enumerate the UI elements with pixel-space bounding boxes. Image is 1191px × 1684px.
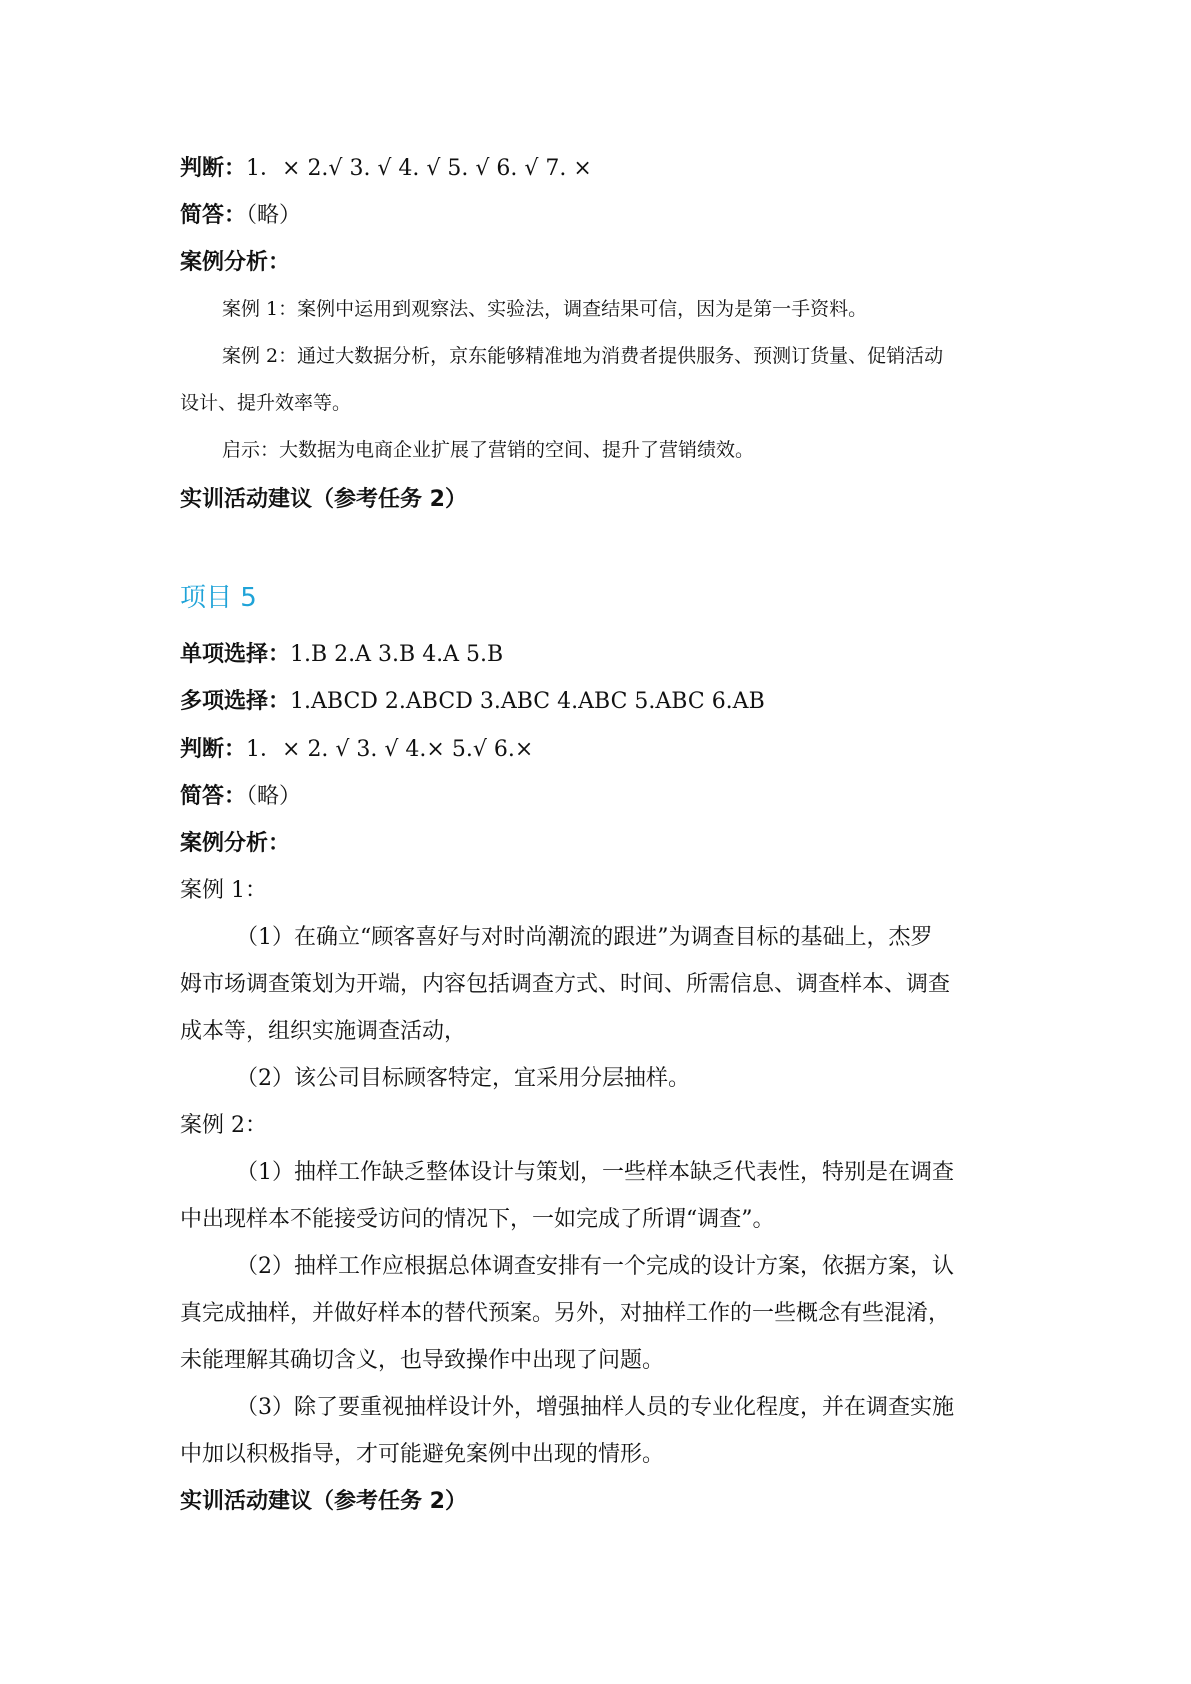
judge-answers-5 bbox=[180, 739, 533, 761]
case2-text-4-line2: 设计、提升效率等。 bbox=[180, 392, 352, 414]
short-answers-4 bbox=[180, 205, 301, 227]
single-choice-label: 单项选择： bbox=[180, 642, 291, 667]
case2-para2-line3: 未能理解其确切含义，也导致操作中出现了问题。 bbox=[180, 1348, 665, 1373]
training-suggestion-4: 实训活动建议（参考任务 2） bbox=[180, 487, 467, 512]
case1-text-4: 案例 1：案例中运用到观察法、实验法，调查结果可信，因为是第一手资料。 bbox=[222, 298, 868, 320]
short-answers-5 bbox=[180, 786, 301, 808]
case2-text-4-line1: 案例 2：通过大数据分析，京东能够精准地为消费者提供服务、预测订货量、促销活动 bbox=[222, 345, 944, 367]
multi-choice-text: 1.ABCD 2.ABCD 3.ABC 4.ABC 5.ABC 6.AB bbox=[290, 689, 765, 714]
insight-text-4: 启示：大数据为电商企业扩展了营销的空间、提升了营销绩效。 bbox=[222, 439, 755, 461]
case-analysis-title-5: 案例分析： bbox=[180, 831, 291, 856]
case2-para2-line1: （2）抽样工作应根据总体调查安排有一个完成的设计方案，依据方案，认 bbox=[236, 1254, 954, 1279]
case1-label-5: 案例 1： bbox=[180, 878, 267, 903]
judge-text: 1．× 2.√ 3. √ 4. √ 5. √ 6. √ 7. × bbox=[246, 156, 592, 181]
judge-answers-4 bbox=[180, 158, 592, 180]
short-label: 简答： bbox=[180, 203, 247, 228]
case2-label-5: 案例 2： bbox=[180, 1113, 267, 1138]
case2-para1-line1: （1）抽样工作缺乏整体设计与策划，一些样本缺乏代表性，特别是在调查 bbox=[236, 1160, 954, 1185]
judge-text: 1．× 2. √ 3. √ 4.× 5.√ 6.× bbox=[246, 737, 534, 762]
short-label: 简答： bbox=[180, 784, 247, 809]
short-text: （略） bbox=[246, 784, 302, 809]
case1-para1-line1: （1）在确立“顾客喜好与对时尚潮流的跟进”为调查目标的基础上，杰罗 bbox=[236, 925, 933, 950]
case2-para1-line2: 中出现样本不能接受访问的情况下，一如完成了所谓“调查”。 bbox=[180, 1207, 775, 1232]
multi-choice-answers bbox=[180, 691, 765, 713]
case1-para1-line3: 成本等，组织实施调查活动， bbox=[180, 1019, 467, 1044]
training-suggestion-5: 实训活动建议（参考任务 2） bbox=[180, 1489, 467, 1514]
case-analysis-title-4: 案例分析： bbox=[180, 250, 291, 275]
case1-para1-line2: 姆市场调查策划为开端，内容包括调查方式、时间、所需信息、调查样本、调查 bbox=[180, 972, 951, 997]
single-choice-text: 1.B 2.A 3.B 4.A 5.B bbox=[290, 642, 504, 667]
case2-para2-line2: 真完成抽样，并做好样本的替代预案。另外，对抽样工作的一些概念有些混淆， bbox=[180, 1301, 951, 1326]
multi-choice-label: 多项选择： bbox=[180, 689, 291, 714]
case2-para3-line1: （3）除了要重视抽样设计外，增强抽样人员的专业化程度，并在调查实施 bbox=[236, 1395, 954, 1420]
single-choice-answers bbox=[180, 644, 503, 666]
case2-para3-line2: 中加以积极指导，才可能避免案例中出现的情形。 bbox=[180, 1442, 665, 1467]
case1-para2: （2）该公司目标顾客特定，宜采用分层抽样。 bbox=[236, 1066, 690, 1091]
judge-label: 判断： bbox=[180, 737, 247, 762]
section5-heading: 项目 5 bbox=[180, 583, 257, 613]
short-text: （略） bbox=[246, 203, 302, 228]
judge-label: 判断： bbox=[180, 156, 247, 181]
